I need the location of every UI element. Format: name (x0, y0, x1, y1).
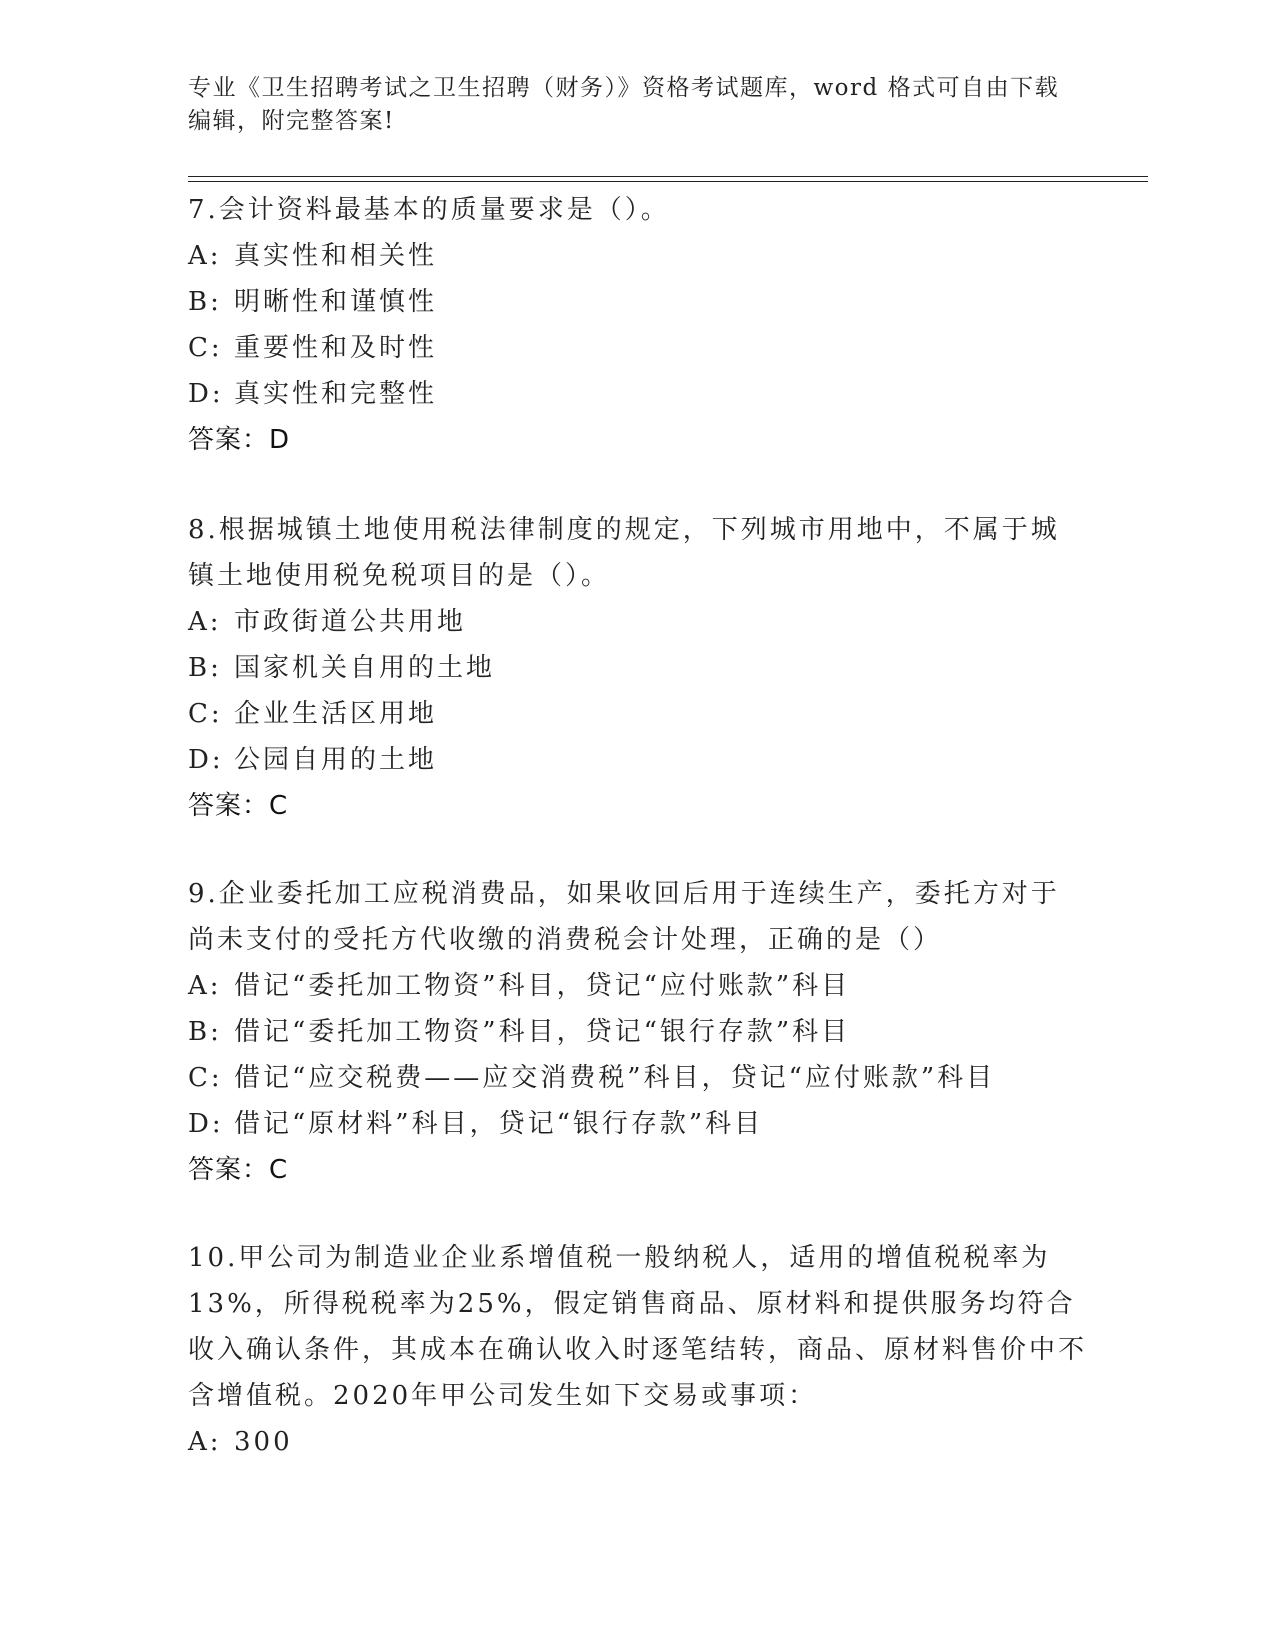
question-9 (188, 871, 1088, 1193)
option-text: 300 (234, 1427, 293, 1457)
question-10 (188, 1235, 1088, 1465)
question-text: 9.企业委托加工应税消费品，如果收回后用于连续生产，委托方对于尚未支付的受托方代收缴的消费税会计处理，正确的是（） (188, 879, 1060, 955)
option-key: A: (188, 241, 222, 271)
option-text: 公园自用的土地 (234, 745, 438, 775)
option-key: D: (188, 379, 224, 409)
option-key: B: (188, 1017, 222, 1047)
option-text: 借记“委托加工物资”科目，贷记“银行存款”科目 (234, 1017, 851, 1047)
question-text: 7.会计资料最基本的质量要求是（）。 (188, 195, 670, 225)
option-key: A: (188, 607, 222, 637)
option-text: 企业生活区用地 (234, 699, 438, 729)
option-b (188, 279, 1088, 325)
option-key: C: (188, 699, 223, 729)
option-d (188, 737, 1088, 783)
answer: 答案：D (188, 425, 291, 455)
question-text: 8.根据城镇土地使用税法律制度的规定，下列城市用地中，不属于城镇土地使用税免税项目的是（）。 (188, 515, 1060, 591)
option-key: B: (188, 287, 222, 317)
option-a (188, 963, 1088, 1009)
header-line-2: 编辑，附完整答案! (188, 108, 395, 134)
option-text: 真实性和相关性 (234, 241, 438, 271)
header-line-1: 专业《卫生招聘考试之卫生招聘（财务）》资格考试题库，word 格式可自由下载 (188, 75, 1060, 101)
option-key: D: (188, 745, 224, 775)
option-text: 借记“应交税费——应交消费税”科目，贷记“应付账款”科目 (234, 1063, 996, 1093)
option-a (188, 599, 1088, 645)
option-text: 借记“委托加工物资”科目，贷记“应付账款”科目 (234, 971, 851, 1001)
option-c (188, 1055, 1088, 1101)
header-divider-bottom (188, 181, 1148, 182)
option-c (188, 691, 1088, 737)
option-text: 市政街道公共用地 (234, 607, 467, 637)
option-text: 借记“原材料”科目，贷记“银行存款”科目 (234, 1109, 764, 1139)
option-key: D: (188, 1109, 224, 1139)
option-text: 真实性和完整性 (234, 379, 438, 409)
header-divider-top (188, 176, 1148, 177)
option-d (188, 1101, 1088, 1147)
answer: 答案：C (188, 1155, 289, 1185)
option-text: 明晰性和谨慎性 (234, 287, 438, 317)
document-header (188, 72, 1088, 138)
option-text: 重要性和及时性 (234, 333, 438, 363)
option-text: 国家机关自用的土地 (234, 653, 496, 683)
option-key: B: (188, 653, 222, 683)
question-8 (188, 507, 1088, 829)
option-key: A: (188, 971, 222, 1001)
question-text: 10.甲公司为制造业企业系增值税一般纳税人，适用的增值税税率为13%，所得税税率为25%，假定销售商品、原材料和提供服务均符合收入确认条件，其成本在确认收入时逐笔结转，商品、原材料售价中不含增值税。2020年甲公司发生如下交易或事项： (188, 1243, 1088, 1411)
question-7 (188, 187, 1088, 463)
option-d (188, 371, 1088, 417)
option-key: A: (188, 1427, 222, 1457)
option-key: C: (188, 333, 223, 363)
option-a (188, 233, 1088, 279)
option-b (188, 645, 1088, 691)
option-key: C: (188, 1063, 223, 1093)
option-b (188, 1009, 1088, 1055)
option-c (188, 325, 1088, 371)
option-a (188, 1419, 1088, 1465)
answer: 答案：C (188, 791, 289, 821)
